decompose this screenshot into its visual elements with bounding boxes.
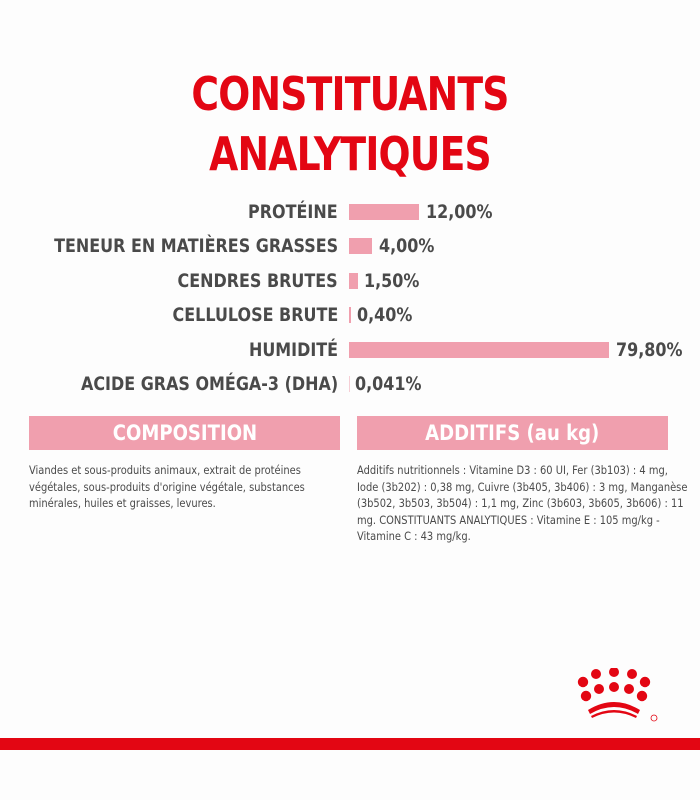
analytics-row [0,232,700,266]
analytics-label: HUMIDITÉ [248,338,338,361]
additifs-header [357,416,668,450]
brand-stripe [0,738,700,750]
page-title: CONSTITUANTS ANALYTIQUES [191,67,509,181]
analytics-label: ACIDE GRAS OMÉGA-3 (DHA) [80,372,338,395]
analytics-label: CENDRES BRUTES [177,269,338,292]
additifs-header-label: ADDITIFS (au kg) [425,421,600,445]
analytics-value: 0,40% [357,304,413,327]
additifs-text: Additifs nutritionnels : Vitamine D3 : 60 UI, Fer (3b103) : 4 mg, Iode (3b202) : 0,38 mg, Cuivre (3b405, 3b406) : 3 mg, Manganèse (3b502, 3b503, 3b504) : 1,1 mg, Zinc (3b603, 3b605, 3b606) : 11 mg. CONSTITUANTS ANALYTIQUES : Vitamine E : 105 mg/kg - Vitamine C : 43 mg/kg. [357,463,688,543]
analytics-row [0,301,700,335]
analytics-row [0,336,700,370]
analytics-value: 1,50% [364,269,420,292]
analytics-bar [349,238,372,254]
analytics-bar [349,204,419,220]
analytics-value: 4,00% [379,235,435,258]
analytics-bar [349,376,350,392]
analytics-bar [349,342,609,358]
analytics-bar [349,273,358,289]
analytics-bar [349,307,351,323]
analytics-value: 12,00% [426,201,493,223]
crown-logo-icon [574,668,666,724]
analytics-label: CELLULOSE BRUTE [172,304,338,327]
analytics-row [0,198,700,232]
analytics-row [0,267,700,301]
analytics-label: TENEUR EN MATIÈRES GRASSES [53,235,338,258]
analytics-row [0,370,700,404]
analytics-chart [0,198,700,404]
composition-header-label: COMPOSITION [112,421,257,445]
analytics-value: 0,041% [355,372,422,395]
composition-text: Viandes et sous-produits animaux, extrait de protéines végétales, sous-produits d'origine végétale, substances minérales, huiles et graisses, levures. [29,463,305,510]
composition-header [29,416,340,450]
analytics-label: PROTÉINE [248,201,338,223]
analytics-value: 79,80% [616,338,683,361]
